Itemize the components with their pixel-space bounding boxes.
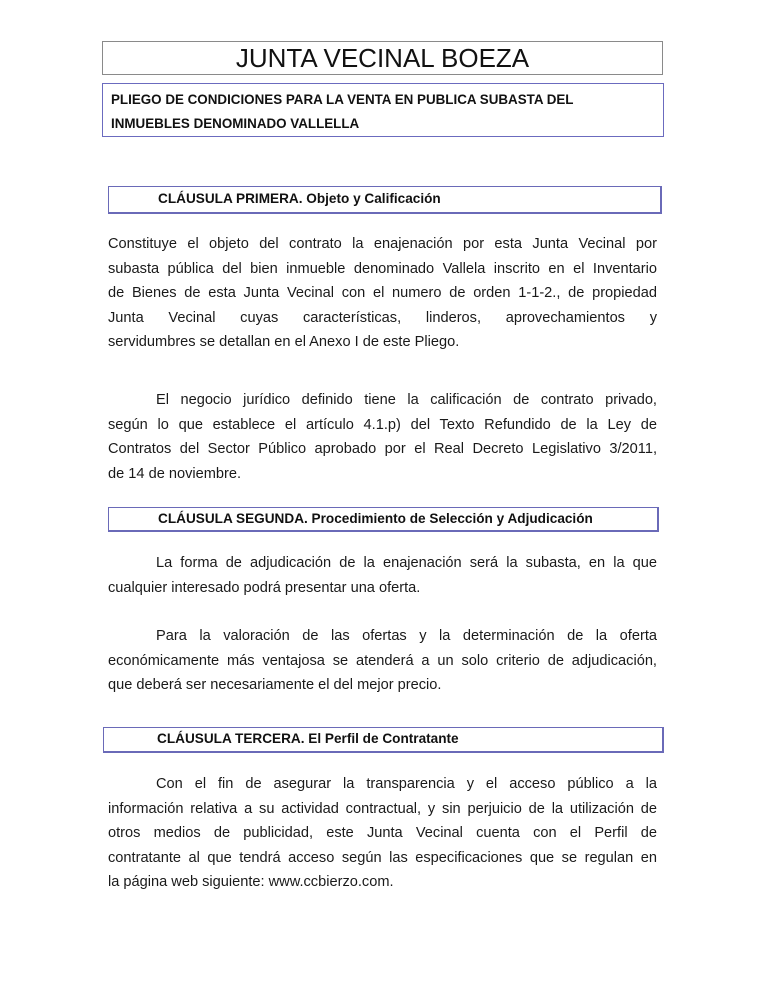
para-line: Junta Vecinal cuyas características, linderos, aprovechamientos y [108, 309, 657, 326]
para-line: según lo que establece el artículo 4.1.p) del Texto Refundido de la Ley de [108, 416, 657, 433]
para-line: El negocio jurídico definido tiene la calificación de contrato privado, [156, 392, 657, 408]
para-line: de 14 de noviembre. [108, 465, 242, 482]
para-line: de Bienes de esta Junta Vecinal con el numero de orden 1-1-2., de propiedad [108, 285, 657, 301]
clause-2-heading [108, 507, 659, 532]
clause-1-paragraph-1 [108, 232, 657, 355]
clause-2-paragraph-1 [108, 551, 657, 600]
document-title-text: JUNTA VECINAL BOEZA [235, 43, 530, 73]
para-line: La forma de adjudicación de la enajenación será la subasta, en la que [156, 555, 657, 571]
clause-2-heading-text: CLÁUSULA SEGUNDA. Procedimiento de Selección y Adjudicación [158, 511, 593, 526]
clause-3-heading-text: CLÁUSULA TERCERA. El Perfil de Contratante [157, 731, 459, 746]
clause-1-heading [108, 186, 662, 214]
document-subtitle [102, 83, 664, 137]
subtitle-line-1: PLIEGO DE CONDICIONES PARA LA VENTA EN PUBLICA SUBASTA DEL [111, 92, 574, 107]
para-line: contratante al que tendrá acceso según las especificaciones que se regulan en [108, 849, 657, 866]
para-line: que deberá ser necesariamente el del mejor precio. [108, 677, 442, 693]
para-line: la página web siguiente: www.ccbierzo.com. [108, 874, 394, 890]
para-line: otros medios de publicidad, este Junta Vecinal cuenta con el Perfil de [108, 825, 657, 841]
para-line: Para la valoración de las ofertas y la determinación de la oferta [156, 628, 657, 644]
clause-3-heading [103, 727, 664, 753]
para-line: Contratos del Sector Público aprobado por el Real Decreto Legislativo 3/2011, [108, 441, 657, 457]
para-line: Constituye el objeto del contrato la enajenación por esta Junta Vecinal por [108, 236, 657, 252]
clause-3-paragraph-1 [108, 772, 657, 895]
para-line: subasta pública del bien inmueble denominado Vallela inscrito en el Inventario [108, 260, 657, 277]
document-title [102, 41, 663, 75]
clause-1-paragraph-2 [108, 388, 657, 486]
clause-1-heading-text: CLÁUSULA PRIMERA. Objeto y Calificación [158, 191, 441, 206]
para-line: Con el fin de asegurar la transparencia y el acceso público a la [156, 776, 657, 792]
para-line: cualquier interesado podrá presentar una oferta. [108, 579, 421, 596]
clause-2-paragraph-2 [108, 624, 657, 698]
para-line: servidumbres se detallan en el Anexo I de este Pliego. [108, 334, 460, 350]
para-line: información relativa a su actividad contractual, y sin perjuicio de la utilización de [108, 800, 657, 817]
para-line: económicamente más ventajosa se atenderá a un solo criterio de adjudicación, [108, 652, 657, 669]
subtitle-line-2: INMUEBLES DENOMINADO VALLELLA [111, 116, 360, 131]
